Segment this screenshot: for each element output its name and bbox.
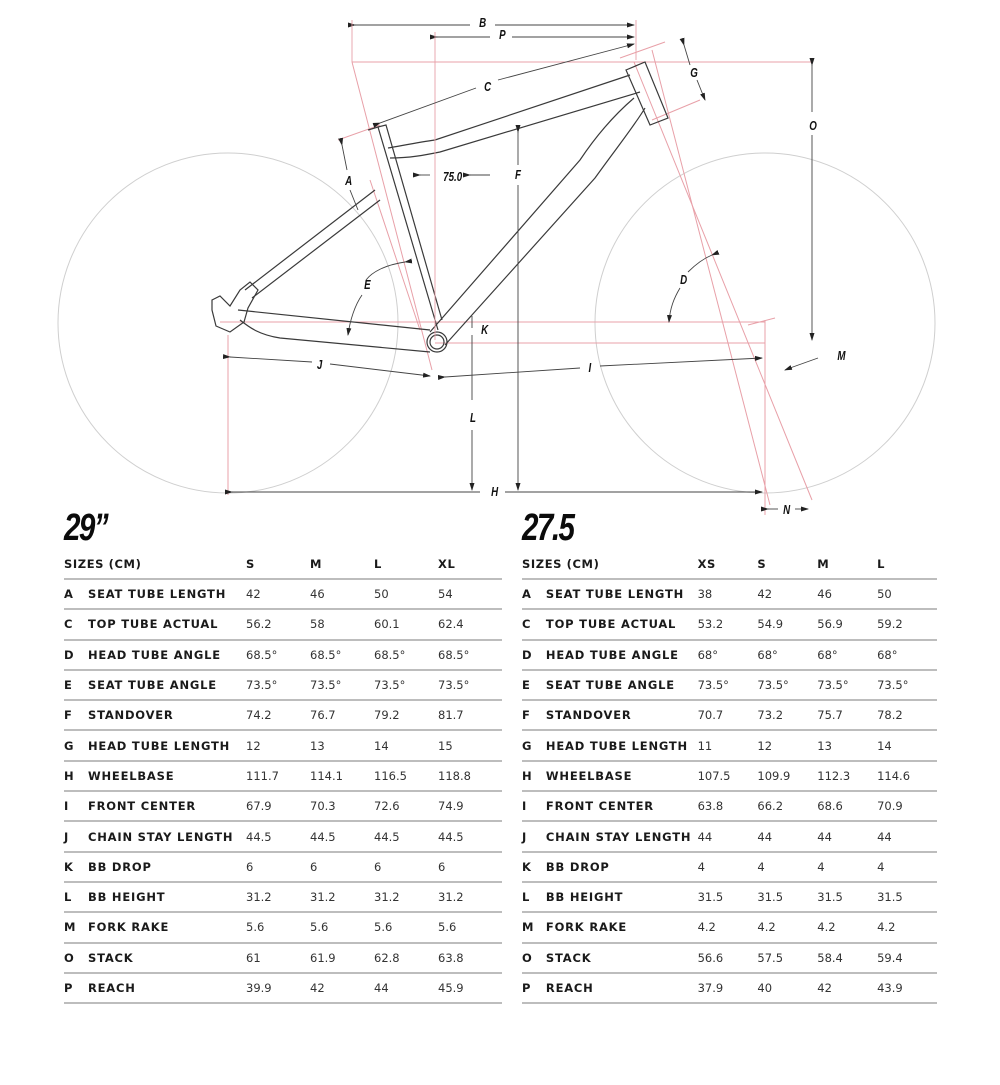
geometry-table — [522, 550, 937, 1004]
table-row — [522, 852, 937, 882]
dim-label-p: P — [499, 27, 506, 42]
row-measurement-name: FORK RAKE — [546, 912, 698, 942]
table-row — [522, 882, 937, 912]
row-code: D — [522, 640, 546, 670]
row-measurement-name: SEAT TUBE ANGLE — [88, 670, 246, 700]
row-code: J — [522, 821, 546, 851]
row-value: 73.5° — [817, 670, 877, 700]
row-value: 31.5 — [698, 882, 758, 912]
row-value: 56.2 — [246, 609, 310, 639]
dim-label-c: C — [484, 79, 492, 94]
row-value: 116.5 — [374, 761, 438, 791]
row-value: 4 — [698, 852, 758, 882]
row-value: 75.7 — [817, 700, 877, 730]
row-value: 50 — [374, 579, 438, 609]
dimension-lines — [230, 20, 818, 509]
dim-label-l: L — [469, 410, 476, 425]
row-value: 74.9 — [438, 791, 502, 821]
row-code: M — [522, 912, 546, 942]
row-value: 12 — [246, 730, 310, 760]
row-value: 4.2 — [757, 912, 817, 942]
geometry-table-27-5 — [522, 508, 937, 1004]
row-value: 37.9 — [698, 973, 758, 1003]
row-value: 54.9 — [757, 609, 817, 639]
table-row — [64, 761, 502, 791]
row-value: 68.5° — [374, 640, 438, 670]
row-value: 42 — [757, 579, 817, 609]
table-row — [522, 640, 937, 670]
row-value: 50 — [877, 579, 937, 609]
wheels — [58, 153, 935, 493]
row-value: 62.8 — [374, 943, 438, 973]
row-value: 5.6 — [246, 912, 310, 942]
row-value: 46 — [310, 579, 374, 609]
table-row — [522, 943, 937, 973]
table-row — [522, 821, 937, 851]
table-row — [64, 609, 502, 639]
table-header-row — [64, 550, 502, 579]
row-measurement-name: TOP TUBE ACTUAL — [546, 609, 698, 639]
row-code: G — [64, 730, 88, 760]
dim-label-m: M — [837, 348, 846, 363]
row-value: 109.9 — [757, 761, 817, 791]
row-value: 57.5 — [757, 943, 817, 973]
table-title-29: 29” — [64, 507, 108, 549]
row-measurement-name: STACK — [546, 943, 698, 973]
row-code: K — [522, 852, 546, 882]
geometry-table — [64, 550, 502, 1004]
row-value: 118.8 — [438, 761, 502, 791]
row-value: 4.2 — [877, 912, 937, 942]
row-measurement-name: FRONT CENTER — [546, 791, 698, 821]
row-value: 73.5° — [246, 670, 310, 700]
row-value: 31.2 — [246, 882, 310, 912]
row-value: 81.7 — [438, 700, 502, 730]
row-value: 4.2 — [698, 912, 758, 942]
row-code: F — [64, 700, 88, 730]
row-value: 42 — [246, 579, 310, 609]
table-row — [64, 912, 502, 942]
row-measurement-name: CHAIN STAY LENGTH — [88, 821, 246, 851]
row-code: E — [64, 670, 88, 700]
row-value: 114.6 — [877, 761, 937, 791]
row-value: 44.5 — [310, 821, 374, 851]
row-measurement-name: TOP TUBE ACTUAL — [88, 609, 246, 639]
row-value: 73.5° — [698, 670, 758, 700]
dim-label-f: F — [514, 167, 521, 182]
row-value: 6 — [374, 852, 438, 882]
row-value: 15 — [438, 730, 502, 760]
row-code: M — [64, 912, 88, 942]
row-value: 73.5° — [374, 670, 438, 700]
row-code: C — [64, 609, 88, 639]
row-value: 42 — [310, 973, 374, 1003]
row-value: 68.6 — [817, 791, 877, 821]
row-value: 73.5° — [310, 670, 374, 700]
table-row — [64, 973, 502, 1003]
row-value: 38 — [698, 579, 758, 609]
row-value: 59.4 — [877, 943, 937, 973]
row-value: 5.6 — [310, 912, 374, 942]
row-value: 68.5° — [246, 640, 310, 670]
row-value: 44.5 — [374, 821, 438, 851]
row-value: 68° — [698, 640, 758, 670]
row-measurement-name: HEAD TUBE LENGTH — [546, 730, 698, 760]
row-code: O — [522, 943, 546, 973]
table-row — [64, 882, 502, 912]
table-title-27-5: 27.5 — [522, 507, 574, 549]
row-measurement-name: REACH — [88, 973, 246, 1003]
size-header: S — [246, 550, 310, 579]
row-value: 31.5 — [757, 882, 817, 912]
row-value: 4 — [817, 852, 877, 882]
row-measurement-name: HEAD TUBE ANGLE — [88, 640, 246, 670]
row-value: 44.5 — [438, 821, 502, 851]
table-row — [64, 821, 502, 851]
row-value: 44 — [817, 821, 877, 851]
table-row — [64, 579, 502, 609]
table-row — [522, 579, 937, 609]
row-code: H — [522, 761, 546, 791]
row-code: P — [522, 973, 546, 1003]
row-measurement-name: HEAD TUBE ANGLE — [546, 640, 698, 670]
row-value: 40 — [757, 973, 817, 1003]
row-value: 66.2 — [757, 791, 817, 821]
row-value: 44.5 — [246, 821, 310, 851]
row-measurement-name: STACK — [88, 943, 246, 973]
dim-label-g: G — [690, 65, 698, 80]
row-value: 44 — [698, 821, 758, 851]
dim-label-a: A — [345, 173, 353, 188]
row-value: 31.2 — [374, 882, 438, 912]
row-measurement-name: SEAT TUBE ANGLE — [546, 670, 698, 700]
table-row — [64, 670, 502, 700]
row-value: 46 — [817, 579, 877, 609]
row-value: 73.5° — [438, 670, 502, 700]
size-header: M — [817, 550, 877, 579]
dim-label-b: B — [479, 15, 487, 30]
row-value: 68.5° — [310, 640, 374, 670]
row-value: 58 — [310, 609, 374, 639]
row-value: 45.9 — [438, 973, 502, 1003]
row-code: I — [522, 791, 546, 821]
row-value: 111.7 — [246, 761, 310, 791]
row-code: H — [64, 761, 88, 791]
row-value: 6 — [246, 852, 310, 882]
row-measurement-name: SEAT TUBE LENGTH — [88, 579, 246, 609]
row-value: 78.2 — [877, 700, 937, 730]
row-value: 31.5 — [877, 882, 937, 912]
row-value: 74.2 — [246, 700, 310, 730]
row-value: 73.2 — [757, 700, 817, 730]
row-code: C — [522, 609, 546, 639]
row-measurement-name: BB DROP — [546, 852, 698, 882]
table-header-row — [522, 550, 937, 579]
row-value: 63.8 — [438, 943, 502, 973]
row-code: F — [522, 700, 546, 730]
dim-label-d: D — [680, 272, 688, 287]
row-value: 14 — [374, 730, 438, 760]
dim-label-i: I — [588, 360, 592, 375]
row-value: 44 — [757, 821, 817, 851]
row-value: 56.9 — [817, 609, 877, 639]
row-value: 53.2 — [698, 609, 758, 639]
table-row — [522, 791, 937, 821]
row-value: 114.1 — [310, 761, 374, 791]
table-row — [522, 609, 937, 639]
row-value: 5.6 — [374, 912, 438, 942]
row-value: 73.5° — [757, 670, 817, 700]
dim-label-n: N — [783, 502, 791, 517]
table-row — [522, 670, 937, 700]
row-measurement-name: FORK RAKE — [88, 912, 246, 942]
row-value: 70.7 — [698, 700, 758, 730]
row-value: 6 — [438, 852, 502, 882]
geometry-table-29 — [64, 508, 502, 1004]
size-header: L — [877, 550, 937, 579]
row-value: 43.9 — [877, 973, 937, 1003]
row-value: 67.9 — [246, 791, 310, 821]
table-row — [64, 700, 502, 730]
row-value: 14 — [877, 730, 937, 760]
row-value: 68° — [757, 640, 817, 670]
seat-angle-value: 75.0 — [443, 169, 463, 184]
row-value: 31.2 — [310, 882, 374, 912]
row-code: I — [64, 791, 88, 821]
sizes-header-label: SIZES (CM) — [522, 550, 698, 579]
row-value: 5.6 — [438, 912, 502, 942]
row-value: 42 — [817, 973, 877, 1003]
row-value: 13 — [817, 730, 877, 760]
row-value: 44 — [877, 821, 937, 851]
table-row — [522, 700, 937, 730]
row-code: G — [522, 730, 546, 760]
table-row — [522, 730, 937, 760]
frame — [212, 62, 668, 352]
row-value: 54 — [438, 579, 502, 609]
table-row — [64, 852, 502, 882]
size-header: M — [310, 550, 374, 579]
frame-drawing — [0, 0, 1000, 520]
sizes-header-label: SIZES (CM) — [64, 550, 246, 579]
row-value: 70.3 — [310, 791, 374, 821]
row-value: 31.2 — [438, 882, 502, 912]
table-row — [64, 730, 502, 760]
size-header: XL — [438, 550, 502, 579]
dim-label-o: O — [809, 118, 817, 133]
frame-geometry-diagram — [0, 0, 1000, 520]
row-value: 63.8 — [698, 791, 758, 821]
row-value: 44 — [374, 973, 438, 1003]
row-code: A — [64, 579, 88, 609]
row-value: 58.4 — [817, 943, 877, 973]
row-value: 79.2 — [374, 700, 438, 730]
row-measurement-name: REACH — [546, 973, 698, 1003]
row-measurement-name: BB DROP — [88, 852, 246, 882]
row-measurement-name: WHEELBASE — [88, 761, 246, 791]
size-header: S — [757, 550, 817, 579]
row-value: 60.1 — [374, 609, 438, 639]
row-value: 61 — [246, 943, 310, 973]
table-row — [64, 943, 502, 973]
row-code: D — [64, 640, 88, 670]
row-value: 73.5° — [877, 670, 937, 700]
row-measurement-name: SEAT TUBE LENGTH — [546, 579, 698, 609]
row-code: L — [522, 882, 546, 912]
row-value: 4 — [877, 852, 937, 882]
row-code: J — [64, 821, 88, 851]
row-value: 13 — [310, 730, 374, 760]
dim-label-h: H — [491, 484, 499, 499]
row-measurement-name: HEAD TUBE LENGTH — [88, 730, 246, 760]
row-value: 59.2 — [877, 609, 937, 639]
row-value: 107.5 — [698, 761, 758, 791]
row-value: 61.9 — [310, 943, 374, 973]
size-header: L — [374, 550, 438, 579]
row-value: 62.4 — [438, 609, 502, 639]
row-value: 4.2 — [817, 912, 877, 942]
table-row — [522, 761, 937, 791]
row-value: 76.7 — [310, 700, 374, 730]
dim-label-e: E — [364, 277, 371, 292]
row-value: 4 — [757, 852, 817, 882]
row-value: 68° — [817, 640, 877, 670]
row-value: 68° — [877, 640, 937, 670]
row-value: 56.6 — [698, 943, 758, 973]
row-code: L — [64, 882, 88, 912]
row-measurement-name: BB HEIGHT — [546, 882, 698, 912]
row-value: 68.5° — [438, 640, 502, 670]
row-code: A — [522, 579, 546, 609]
row-measurement-name: FRONT CENTER — [88, 791, 246, 821]
table-row — [64, 640, 502, 670]
row-value: 6 — [310, 852, 374, 882]
row-value: 112.3 — [817, 761, 877, 791]
table-row — [522, 973, 937, 1003]
row-code: K — [64, 852, 88, 882]
row-value: 39.9 — [246, 973, 310, 1003]
row-value: 11 — [698, 730, 758, 760]
row-code: P — [64, 973, 88, 1003]
row-code: E — [522, 670, 546, 700]
row-measurement-name: STANDOVER — [546, 700, 698, 730]
row-measurement-name: BB HEIGHT — [88, 882, 246, 912]
row-value: 72.6 — [374, 791, 438, 821]
row-measurement-name: WHEELBASE — [546, 761, 698, 791]
row-value: 31.5 — [817, 882, 877, 912]
row-measurement-name: STANDOVER — [88, 700, 246, 730]
dim-label-j: J — [316, 357, 323, 372]
row-value: 12 — [757, 730, 817, 760]
table-row — [64, 791, 502, 821]
row-code: O — [64, 943, 88, 973]
row-measurement-name: CHAIN STAY LENGTH — [546, 821, 698, 851]
row-value: 70.9 — [877, 791, 937, 821]
dim-label-k: K — [481, 322, 489, 337]
size-header: XS — [698, 550, 758, 579]
table-row — [522, 912, 937, 942]
